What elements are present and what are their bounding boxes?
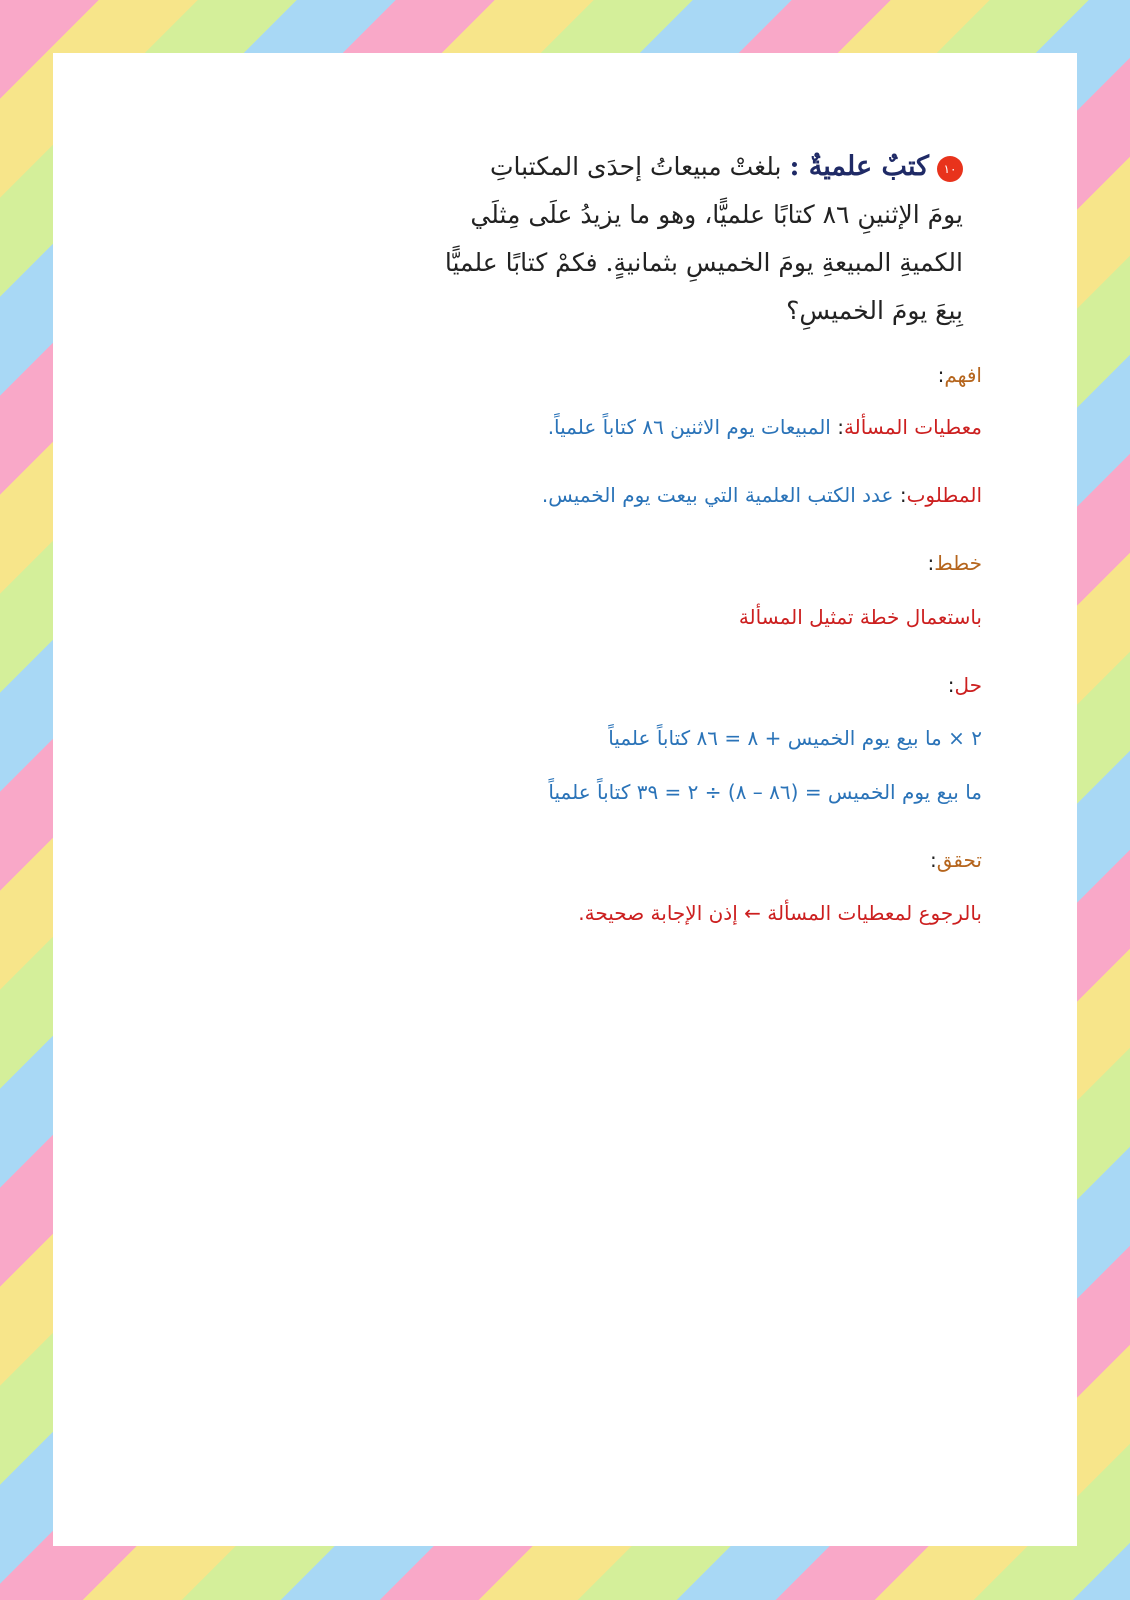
plan-heading: خطط: xyxy=(927,551,982,575)
problem-line-1 xyxy=(403,143,963,191)
required-label: المطلوب xyxy=(906,483,982,507)
problem-line-3: الكميةِ المبيعةِ يومَ الخميسِ بثمانيةٍ. فكمْ كتابًا علميًّا xyxy=(444,248,963,277)
problem-keyword: كتبٌ علميةٌ : xyxy=(789,151,929,182)
equation-2: ما بيع يوم الخميس = (٨٦ – ٨) ÷ ٢ = ٣٩ كتاباً علمياً xyxy=(548,780,982,804)
givens-row: معطيات المسألة: المبيعات يوم الاثنين ٨٦ كتاباً علمياً. xyxy=(547,415,982,439)
problem-line-2: يومَ الإثنينِ ٨٦ كتابًا علميًّا، وهو ما يزيدُ علَى مِثلَي xyxy=(470,200,963,229)
understand-heading: افهم: xyxy=(937,363,982,387)
check-heading: تحقق: xyxy=(929,848,982,872)
problem-text-1: بلغتْ مبيعاتُ إحدَى المكتباتِ xyxy=(489,152,782,181)
check-text: بالرجوع لمعطيات المسألة ← إذن الإجابة صحيحة. xyxy=(578,901,982,925)
solve-heading: حل: xyxy=(947,673,982,697)
givens-text: المبيعات يوم الاثنين ٨٦ كتاباً علمياً. xyxy=(547,415,831,439)
problem-line-4: بِيعَ يومَ الخميسِ؟ xyxy=(786,296,963,325)
plan-text: باستعمال خطة تمثيل المسألة xyxy=(738,605,982,629)
worksheet-page xyxy=(53,53,1077,1546)
givens-label: معطيات المسألة xyxy=(843,415,982,439)
problem-statement xyxy=(403,143,963,335)
required-text: عدد الكتب العلمية التي بيعت يوم الخميس. xyxy=(541,483,894,507)
required-row: المطلوب: عدد الكتب العلمية التي بيعت يوم الخميس. xyxy=(541,483,982,507)
equation-1: ٢ × ما بيع يوم الخميس + ٨ = ٨٦ كتاباً علمياً xyxy=(608,726,982,750)
problem-number-badge: ١٠ xyxy=(937,156,963,182)
